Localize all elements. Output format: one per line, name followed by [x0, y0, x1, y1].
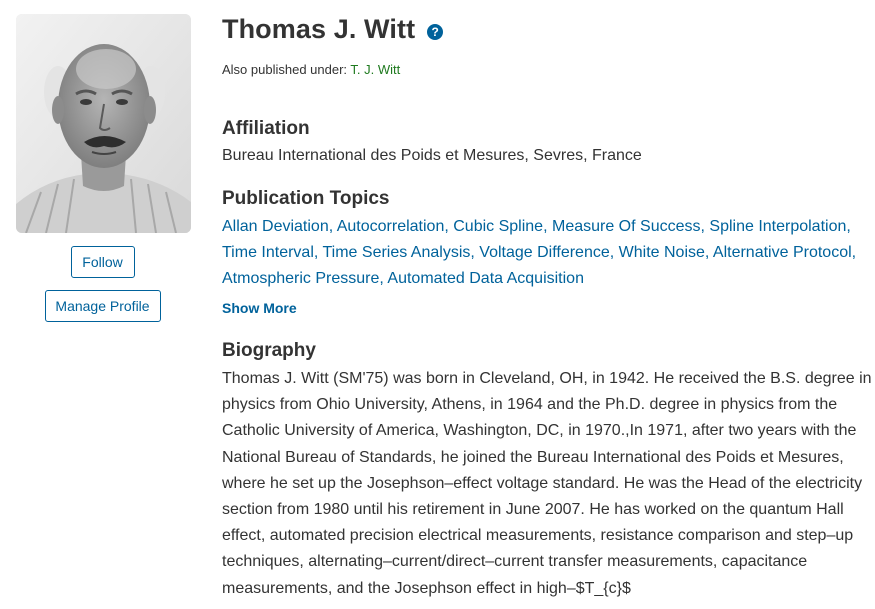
publication-topics-list — [222, 214, 875, 292]
profile-photo — [16, 14, 191, 233]
topic-link[interactable]: Alternative Protocol, — [712, 244, 857, 261]
topic-link[interactable]: Autocorrelation, — [336, 218, 449, 235]
show-more-link[interactable]: Show More — [222, 300, 297, 316]
author-name: Thomas J. Witt — [222, 14, 416, 44]
question-circle-icon[interactable]: ? — [427, 24, 443, 40]
profile-sidebar — [16, 14, 191, 322]
also-published-label: Also published under: — [222, 62, 348, 77]
topic-link[interactable]: Voltage Difference, — [479, 244, 615, 261]
topic-link[interactable]: Spline Interpolation, — [709, 218, 851, 235]
topic-link[interactable]: Automated Data Acquisition — [387, 270, 584, 287]
topic-link[interactable]: Atmospheric Pressure, — [222, 270, 384, 287]
alias-link[interactable]: T. J. Witt — [350, 62, 401, 77]
topic-link[interactable]: Time Interval, — [222, 244, 319, 261]
topic-link[interactable]: Cubic Spline, — [453, 218, 548, 235]
manage-profile-button[interactable]: Manage Profile — [45, 290, 161, 322]
topic-link[interactable]: Time Series Analysis, — [322, 244, 475, 261]
also-published-under — [222, 62, 400, 77]
topic-link[interactable]: Allan Deviation, — [222, 218, 334, 235]
publication-topics-heading: Publication Topics — [222, 188, 390, 209]
affiliation-heading: Affiliation — [222, 118, 310, 139]
biography-heading: Biography — [222, 340, 316, 361]
topic-link[interactable]: Measure Of Success, — [551, 218, 705, 235]
follow-button[interactable]: Follow — [71, 246, 135, 278]
affiliation-text: Bureau International des Poids et Mesures, Sevres, France — [222, 147, 642, 164]
biography-text: Thomas J. Witt (SM'75) was born in Cleveland, OH, in 1942. He received the B.S. degree in physics from Ohio University, Athens, in 1964 and the Ph.D. degree in physics from the Catholic University of America, Washington, DC, in 1970.,In 1971, after two years with the National Bureau of Standards, he joined the Bureau International des Poids et Mesures, where he set up the Josephson–effect voltage standard. He was the Head of the electricity section from 1980 until his retirement in June 2007. He has worked on the quantum Hall effect, automated precision electrical measurements, resistance comparison and step–up techniques, alternating–current/direct–current transfer measurements, capacitance measurements, and the Josephson effect in high–$T_{c}$ — [222, 370, 872, 597]
name-row — [222, 14, 443, 45]
portrait-image — [16, 14, 191, 233]
topic-link[interactable]: White Noise, — [618, 244, 710, 261]
